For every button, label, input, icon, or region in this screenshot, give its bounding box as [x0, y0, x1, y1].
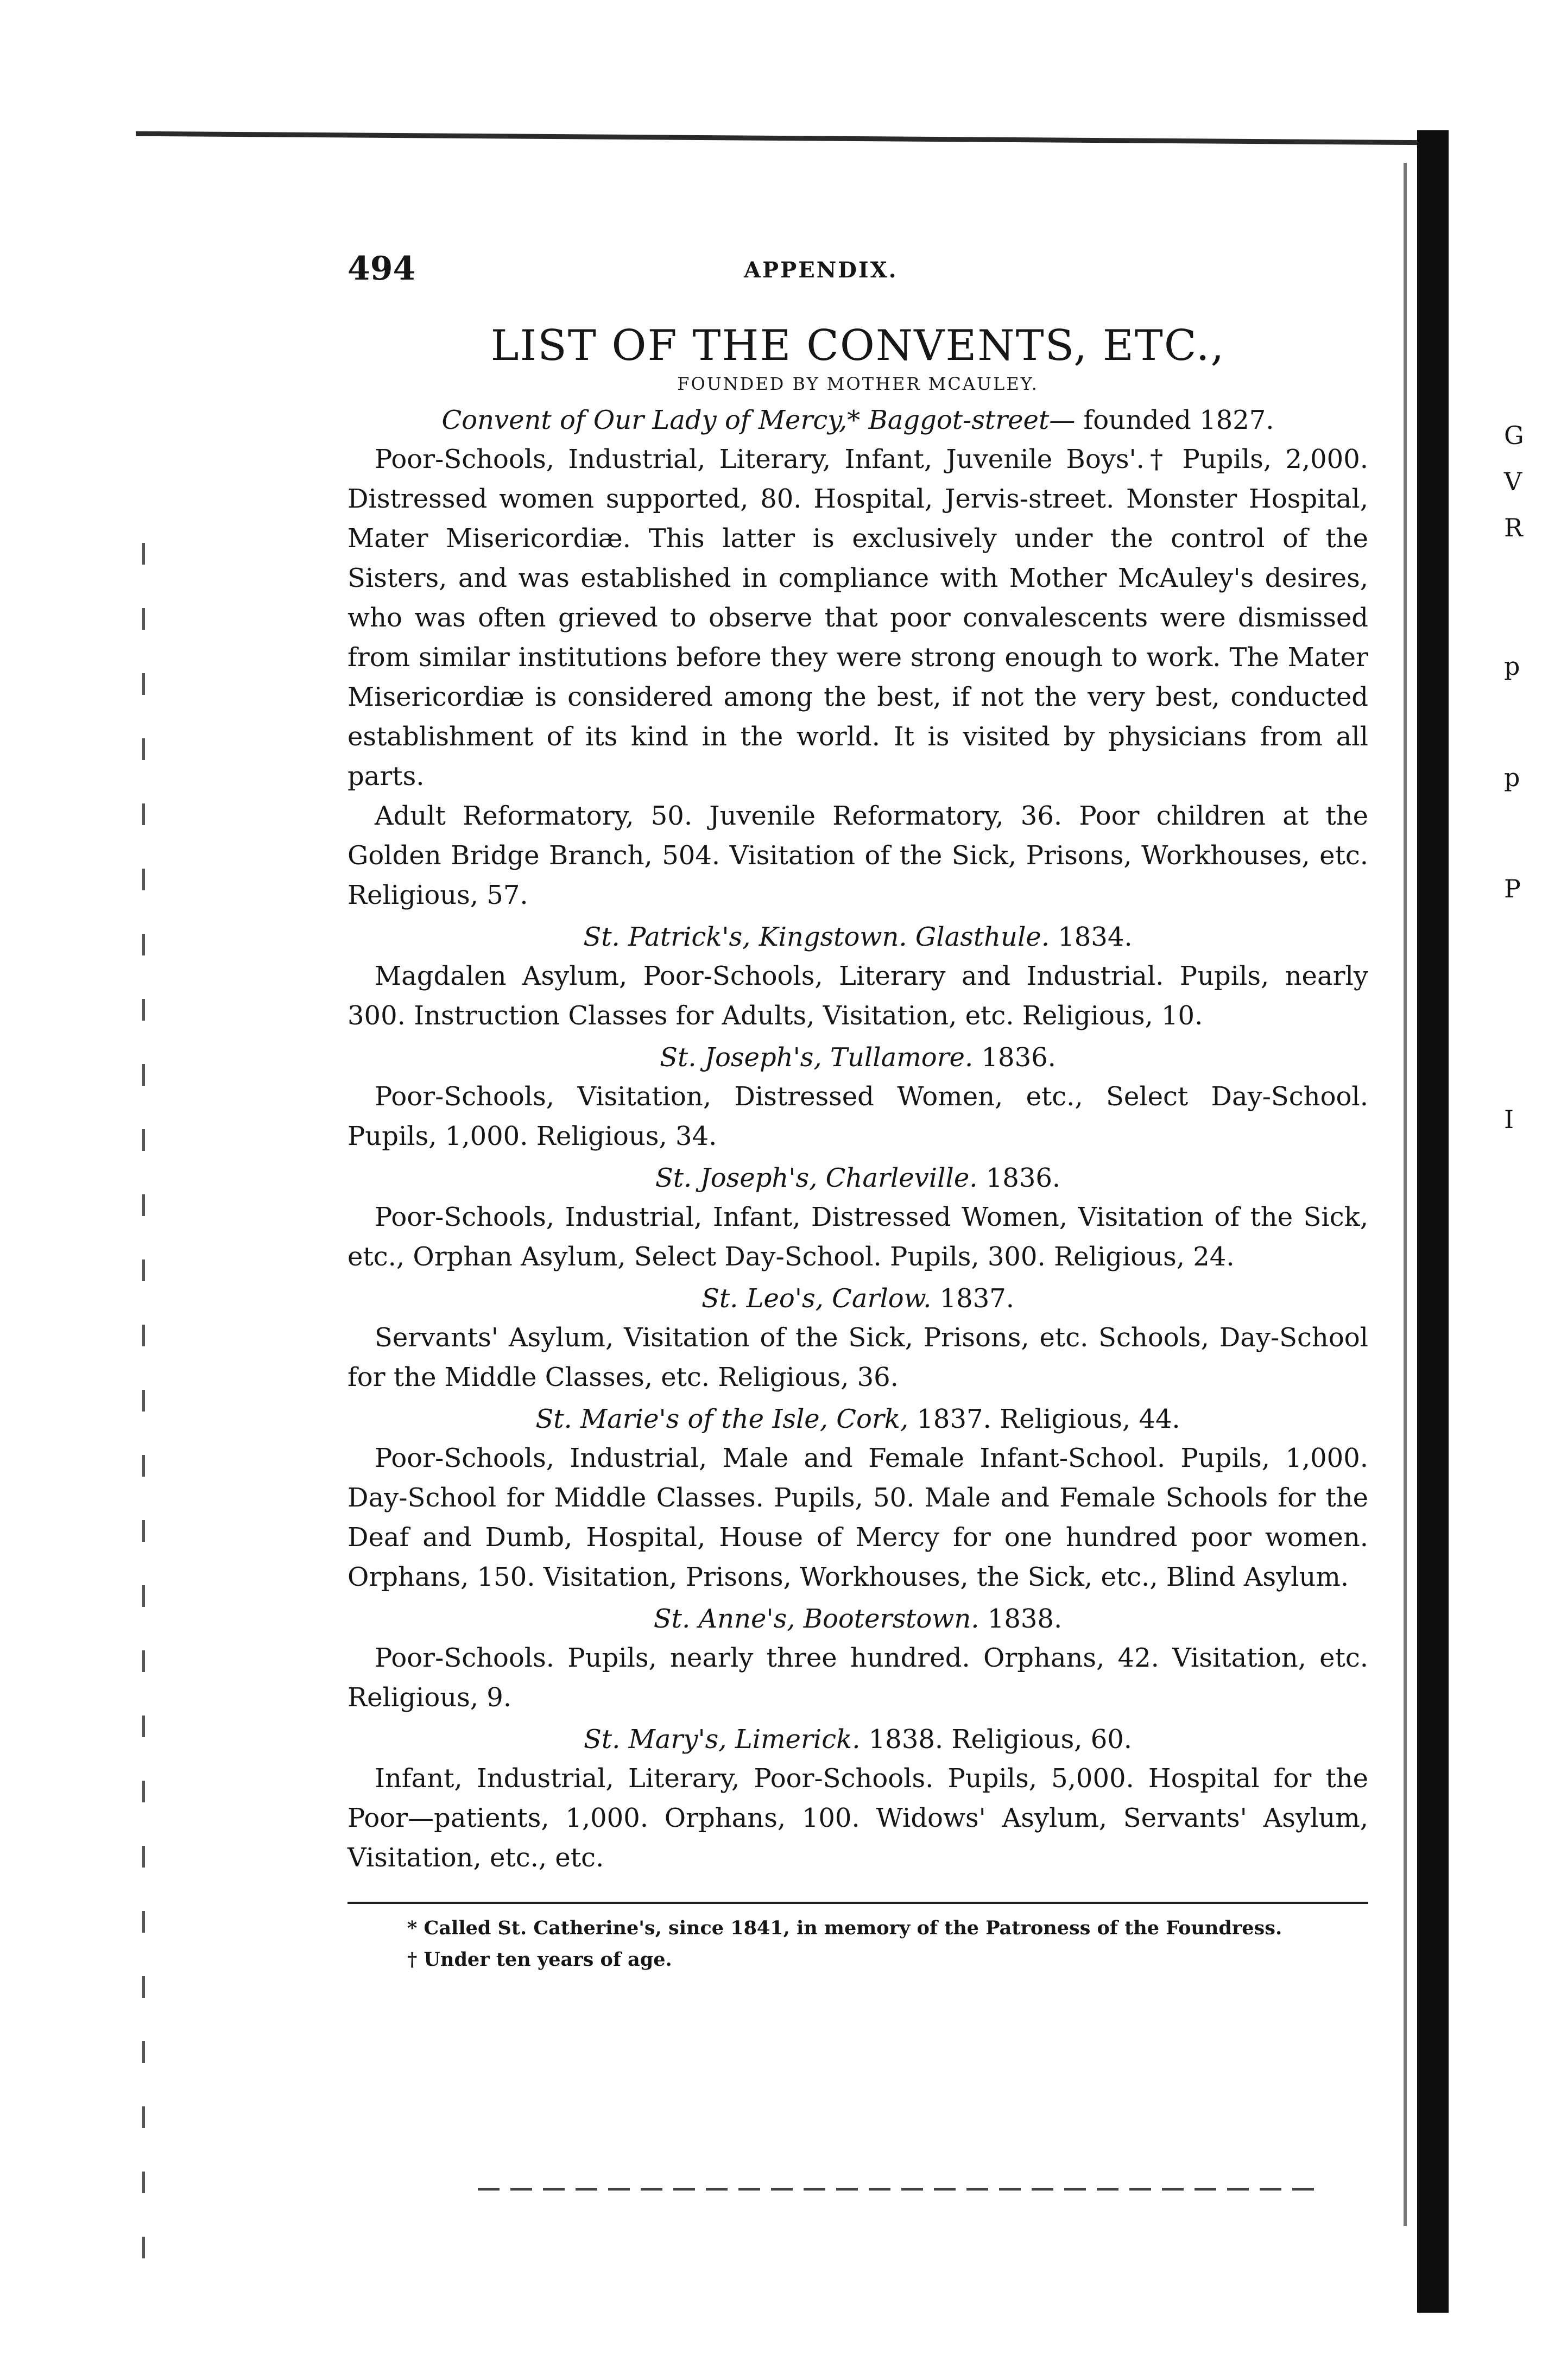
entry-name: St. Patrick's, Kingstown. Glasthule.	[583, 922, 1050, 952]
binding-edge	[1404, 163, 1407, 2226]
entry-year: 1836.	[981, 1042, 1056, 1073]
book-spine	[1417, 130, 1449, 2313]
entry-paragraph: Poor-Schools, Industrial, Literary, Infant, Juvenile Boys'.† Pupils, 2,000. Distressed women supported, 80. Hospital, Jervis-street. Monster Hospital, Mater Misericordiæ. This latter is exclusively under the control of the Sisters, and was established in compliance with Mother McAuley's desires, who was often grieved to observe that poor convalescents were dismissed from similar institutions before they were strong enough to work. The Mater Misericordiæ is considered among the best, if not the very best, conducted establishment of its kind in the world. It is visited by physicians from all parts.	[347, 444, 1368, 792]
facing-letter: V	[1504, 467, 1522, 496]
entry-paragraph: Poor-Schools, Industrial, Infant, Distressed Women, Visitation of the Sick, etc., Orphan Asylum, Select Day-School. Pupils, 300. Religious, 24.	[347, 1202, 1368, 1272]
footnote: † Under ten years of age.	[407, 1948, 672, 1971]
convent-entry	[347, 917, 1368, 1036]
page-header	[347, 250, 1368, 309]
convent-entry	[347, 1599, 1368, 1718]
convent-entry	[347, 1400, 1368, 1597]
entry-heading	[347, 1159, 1368, 1198]
entry-year: 1838. Religious, 60.	[868, 1724, 1133, 1755]
entry-heading	[347, 1038, 1368, 1077]
entry-year: 1838.	[987, 1604, 1063, 1634]
page-title: LIST OF THE CONVENTS, ETC.,	[490, 321, 1225, 370]
entry-paragraph: Servants' Asylum, Visitation of the Sick, Prisons, etc. Schools, Day-School for the Middle Classes, etc. Religious, 36.	[347, 1322, 1368, 1392]
entry-year: founded 1827.	[1083, 405, 1274, 435]
entry-name: St. Mary's, Limerick.	[583, 1724, 861, 1755]
facing-letter: p	[1504, 651, 1520, 681]
footnotes	[347, 1902, 1368, 1976]
entry-name: St. Joseph's, Tullamore.	[660, 1042, 974, 1073]
facing-letter: R	[1504, 513, 1523, 542]
page-subtitle: FOUNDED BY MOTHER MCAULEY.	[677, 374, 1039, 394]
entry-heading	[347, 1279, 1368, 1318]
entry-name: St. Marie's of the Isle, Cork,	[535, 1404, 909, 1434]
entry-year: 1834.	[1058, 922, 1133, 952]
entry-year: 1836.	[985, 1163, 1061, 1193]
entry-name: Convent of Our Lady of Mercy,* Baggot-street—	[441, 405, 1076, 435]
running-head: APPENDIX.	[744, 257, 898, 283]
entry-paragraph: Magdalen Asylum, Poor-Schools, Literary and Industrial. Pupils, nearly 300. Instruction Classes for Adults, Visitation, etc. Religious, 10.	[347, 961, 1368, 1031]
convent-entry	[347, 1159, 1368, 1277]
entry-heading	[347, 401, 1368, 440]
scan-margin-marks	[142, 543, 145, 2280]
facing-letter: p	[1504, 763, 1520, 792]
entry-year: 1837.	[939, 1283, 1015, 1314]
entry-heading	[347, 917, 1368, 957]
entry-heading	[347, 1720, 1368, 1759]
entry-name: St. Anne's, Booterstown.	[653, 1604, 979, 1634]
convent-entry	[347, 401, 1368, 915]
facing-letter: P	[1504, 874, 1521, 903]
convent-entry	[347, 1279, 1368, 1397]
scan-bottom-rule	[478, 2188, 1325, 2191]
entry-paragraph: Infant, Industrial, Literary, Poor-Schools. Pupils, 5,000. Hospital for the Poor—patients, 1,000. Orphans, 100. Widows' Asylum, Servants' Asylum, Visitation, etc., etc.	[347, 1763, 1368, 1873]
entry-paragraph: Adult Reformatory, 50. Juvenile Reformatory, 36. Poor children at the Golden Bridge Branch, 504. Visitation of the Sick, Prisons, Workhouses, etc. Religious, 57.	[347, 801, 1368, 910]
facing-letter: G	[1504, 421, 1524, 450]
scan-edge-line	[136, 131, 1428, 145]
footnote: * Called St. Catherine's, since 1841, in memory of the Patroness of the Foundress.	[407, 1917, 1282, 1939]
entry-paragraph: Poor-Schools, Visitation, Distressed Women, etc., Select Day-School. Pupils, 1,000. Religious, 34.	[347, 1081, 1368, 1151]
entry-heading	[347, 1400, 1368, 1439]
entry-paragraph: Poor-Schools. Pupils, nearly three hundred. Orphans, 42. Visitation, etc. Religious, 9.	[347, 1643, 1368, 1713]
convent-entry	[347, 1720, 1368, 1878]
entry-heading	[347, 1599, 1368, 1638]
entry-name: St. Leo's, Carlow.	[701, 1283, 932, 1314]
facing-page-fragments	[1504, 413, 1537, 1143]
convent-entry	[347, 1038, 1368, 1156]
entry-paragraph: Poor-Schools, Industrial, Male and Female Infant-School. Pupils, 1,000. Day-School for Middle Classes. Pupils, 50. Male and Female Schools for the Deaf and Dumb, Hospital, House of Mercy for one hundred poor women. Orphans, 150. Visitation, Prisons, Workhouses, the Sick, etc., Blind Asylum.	[347, 1443, 1368, 1592]
page-number: 494	[347, 250, 416, 288]
entry-name: St. Joseph's, Charleville.	[655, 1163, 978, 1193]
facing-letter: I	[1504, 1105, 1514, 1134]
entry-year: 1837. Religious, 44.	[917, 1404, 1180, 1434]
book-page	[347, 250, 1368, 1976]
